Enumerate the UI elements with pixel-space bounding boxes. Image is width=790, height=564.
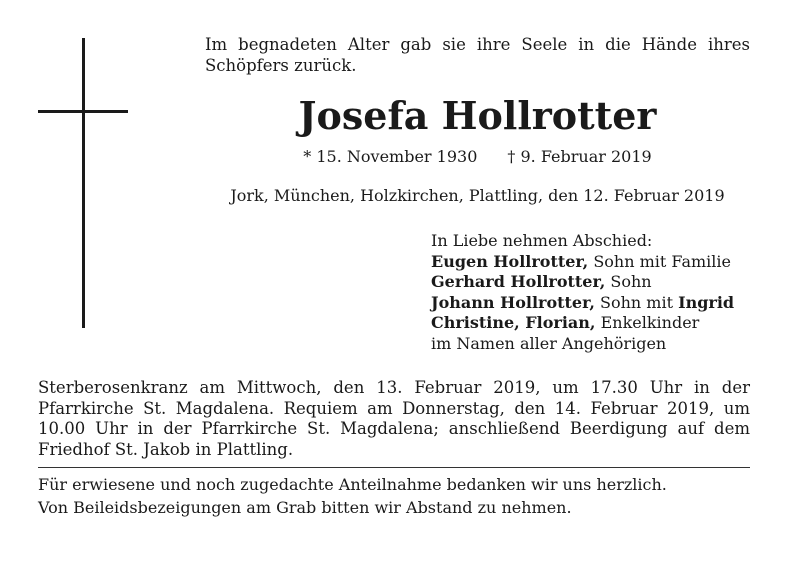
mourner-line: Johann Hollrotter, Sohn mit Ingrid <box>431 292 735 312</box>
intro-text: Im begnadeten Alter gab sie ihre Seele in die Hände ihres Schöpfers zurück. <box>205 35 750 75</box>
cross-icon <box>82 38 85 328</box>
deceased-name: Josefa Hollrotter <box>298 93 657 138</box>
mourner-line: Gerhard Hollrotter, Sohn <box>431 272 652 291</box>
birth-date: * 15. November 1930 <box>303 147 478 166</box>
mourners-list <box>431 231 761 354</box>
divider <box>38 467 750 468</box>
mourner-line: Christine, Florian, Enkelkinder <box>431 313 700 332</box>
service-details: Sterberosenkranz am Mittwoch, den 13. Februar 2019, um 17.30 Uhr in der Pfarrkirche St. Magdalena. Requiem am Donnerstag, den 14. Februar 2019, um 10.00 Uhr in der Pfarrkirche St. Magdalena; anschließend Beerdigung auf dem Friedhof St. Jakob in Plattling. <box>38 378 750 459</box>
mourner-line: Eugen Hollrotter, Sohn mit Familie <box>431 251 731 271</box>
cross-icon-bar <box>38 110 128 113</box>
request-line: Von Beileidsbezeigungen am Grab bitten wir Abstand zu nehmen. <box>38 498 572 517</box>
place-and-date: Jork, München, Holzkirchen, Plattling, den 12. Februar 2019 <box>230 186 725 205</box>
mourners-heading: In Liebe nehmen Abschied: <box>431 231 653 250</box>
death-date: † 9. Februar 2019 <box>507 147 652 166</box>
thanks-line: Für erwiesene und noch zugedachte Anteilnahme bedanken wir uns herzlich. <box>38 475 667 494</box>
closing-text <box>38 473 750 519</box>
mourner-line: im Namen aller Angehörigen <box>431 333 667 353</box>
life-dates <box>205 146 750 168</box>
